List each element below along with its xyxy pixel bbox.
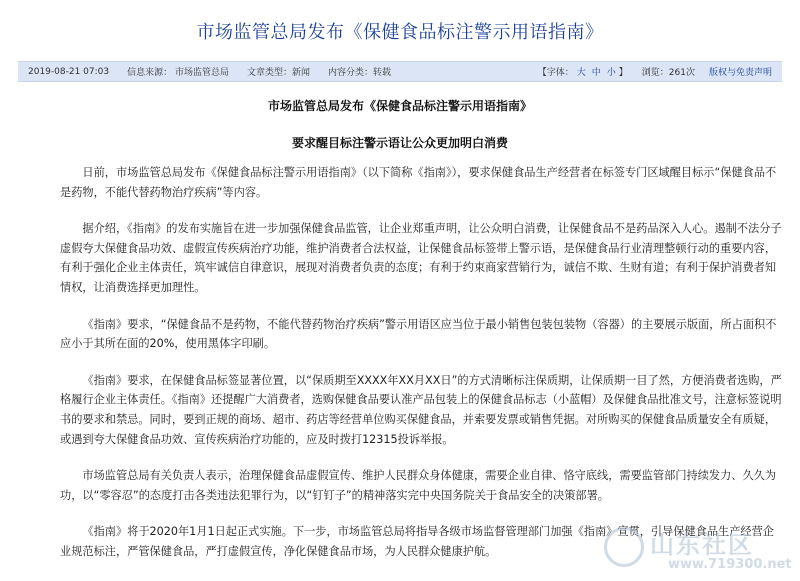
paragraph: 市场监管总局有关负责人表示，治理保健食品虚假宣传、维护人民群众身体健康，需要企业自律、恪守底线，需要监管部门持续发力、久久为功，以“零容忍”的态度打击各类违法犯罪行为，以“钉钉子”的精神落实完中央国务院关于食品安全的决策部署。 — [60, 469, 777, 502]
paragraph: 《指南》要求，“保健食品不是药物，不能代替药物治疗疾病”警示用语区应当位于最小销售包装包装物（容器）的主要展示版面，所占面积不应小于其所在面的20%，使用黑体字印刷。 — [60, 317, 777, 351]
watermark-url: www.719300.net — [668, 557, 792, 572]
page-title: 市场监管总局发布《保健食品标注警示用语指南》 — [196, 22, 604, 43]
paragraph: 据介绍，《指南》的发布实施旨在进一步加强保健食品监管，让企业郑重声明，让公众明白消费，让保健食品不是药品深入人心。遏制不法分子虚假夸大保健食品功效、虚假宣传疾病治疗功能，维护消费者合法权益，让保健食品标签带上警示语，是保健食品行业清理整顿行动的重要内容，有利于强化企业主体责任，筑牢诚信自律意识，展现对消费者负责的态度；有利于约束商家营销行为，诚信不欺、生财有道；有利于保护消费者知情权，让消费选择更加理性。 — [60, 222, 782, 294]
paragraph: 《指南》要求，在保健食品标签显著位置，以“保质期至XXXX年XX月XX日”的方式清晰标注保质期，让保质期一目了然，方便消费者选购，严格履行企业主体责任。《指南》还提醒广大消费者，选购保健食品要认准产品包装上的保健食品标志（小蓝帽）及保健食品批准文号，注意标签说明书的要求和禁忌。同时，要到正规的商场、超市、药店等经营单位购买保健食品，并索要发票或销售凭据。对所购买的保健食品质量安全有质疑，或遇到夸大保健食品功效、宣传疾病治疗功能的，应及时拨打12315投诉举报。 — [60, 373, 782, 446]
watermark-brand: 山东社区 — [650, 530, 754, 559]
article-subtitle: 要求醒目标注警示语让公众更加明白消费 — [291, 136, 508, 150]
article-title: 市场监管总局发布《保健食品标注警示用语指南》 — [267, 99, 532, 113]
content-category: 内容分类：转载 — [328, 68, 392, 78]
font-medium-button[interactable]: 中 — [591, 68, 601, 78]
font-size-label: 【字体： — [537, 68, 574, 78]
font-size-end: 】 — [618, 68, 628, 78]
site-watermark — [604, 523, 794, 577]
watermark-logo-icon — [604, 527, 644, 567]
article-body — [60, 163, 782, 579]
paragraph: 《指南》将于2020年1月1日起正式实施。下一步，市场监管总局将指导各级市场监督管理部门加强《指南》宣贯，引导保健食品生产经营企业规范标注，严管保健食品，严打虚假宣传，净化保健食品市场，为人民群众健康护航。 — [60, 525, 774, 558]
article-meta-bar — [18, 61, 782, 82]
copyright-link[interactable]: 版权与免责声明 — [708, 68, 772, 78]
view-count: 浏览：261次 — [641, 68, 695, 78]
paragraph: 日前，市场监管总局发布《保健食品标注警示用语指南》（以下简称《指南》），要求保健食品生产经营者在标签专门区域醒目标示“保健食品不是药物，不能代替药物治疗疾病”等内容。 — [60, 166, 777, 199]
font-size-control — [538, 65, 628, 78]
info-source: 信息来源： 市场监管总局 — [127, 68, 229, 78]
font-large-button[interactable]: 大 — [576, 68, 586, 78]
publish-date: 2019-08-21 07:03 — [28, 66, 110, 77]
article-type: 文章类型：新闻 — [246, 68, 310, 78]
font-small-button[interactable]: 小 — [606, 68, 616, 78]
